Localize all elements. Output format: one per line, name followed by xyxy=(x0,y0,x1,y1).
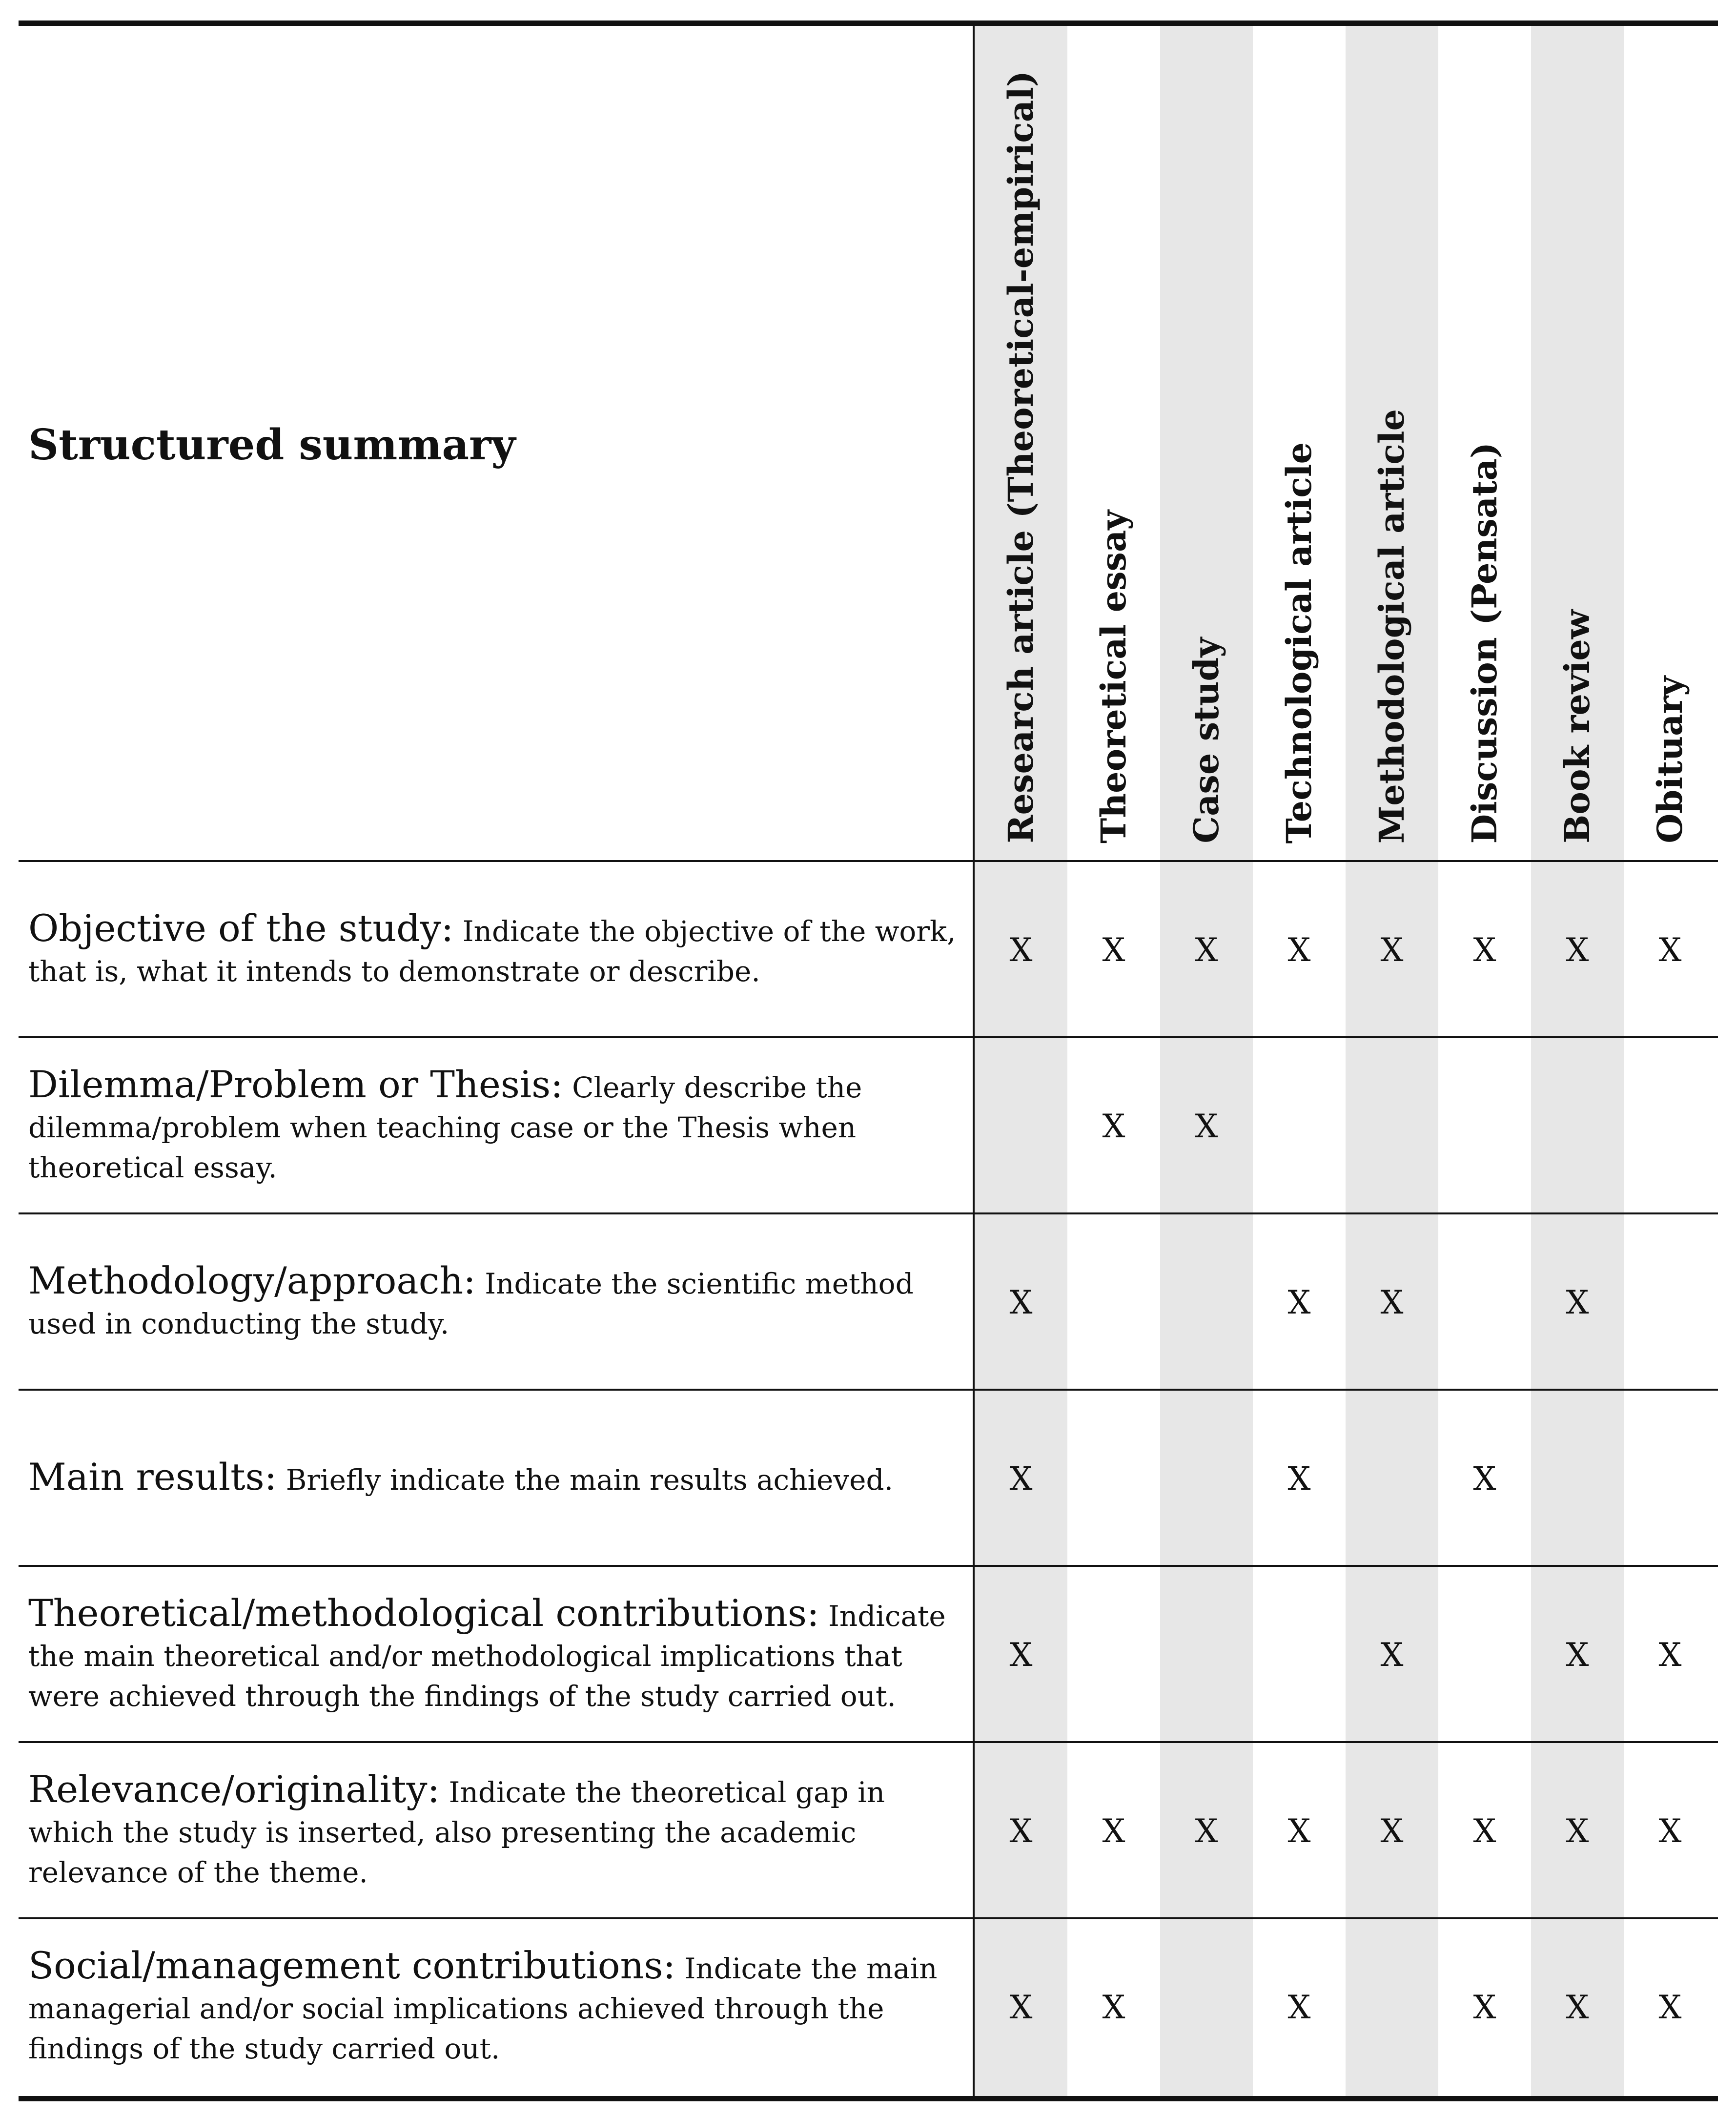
check-mark: X xyxy=(1380,1812,1404,1850)
check-mark: X xyxy=(1380,1283,1404,1321)
check-mark xyxy=(1160,1391,1253,1566)
check-mark: X xyxy=(1102,1107,1125,1145)
row-label: Main results: xyxy=(28,1455,277,1499)
column-header-label: Case study xyxy=(1186,637,1226,843)
check-mark xyxy=(1253,1038,1346,1214)
check-mark: X xyxy=(1473,931,1496,969)
row-description-cell xyxy=(28,1743,968,1919)
check-mark: X xyxy=(1009,931,1033,969)
check-mark: X xyxy=(1473,1459,1496,1498)
check-mark xyxy=(1160,1567,1253,1743)
check-mark: X xyxy=(1566,1988,1589,2026)
row-description: Indicate the theoretical gap in which the study is inserted, also presenting the academic relevance of the theme. xyxy=(28,1776,885,1889)
check-mark xyxy=(1160,1919,1253,2095)
row-description-cell xyxy=(28,1391,968,1566)
check-mark: X xyxy=(1658,931,1682,969)
column-header xyxy=(1160,14,1253,843)
row-text xyxy=(28,1457,893,1500)
row-label: Theoretical/methodological contributions: xyxy=(28,1591,819,1635)
check-mark: X xyxy=(1009,1636,1033,1674)
check-mark: X xyxy=(1658,1812,1682,1850)
column-header-label: Theoretical essay xyxy=(1093,510,1134,843)
column-header-label: Obituary xyxy=(1650,676,1690,843)
check-mark: X xyxy=(1009,1812,1033,1850)
column-header xyxy=(1531,14,1624,843)
row-text xyxy=(28,1946,968,2069)
row-description-cell xyxy=(28,1038,968,1214)
column-header-label: Technological article xyxy=(1279,442,1319,843)
row-text xyxy=(28,1769,968,1892)
check-mark: X xyxy=(1102,1988,1125,2026)
check-mark: X xyxy=(1287,1283,1311,1321)
row-text xyxy=(28,908,968,991)
row-text xyxy=(28,1261,968,1344)
row-description: Briefly indicate the main results achieved. xyxy=(277,1463,894,1497)
check-mark: X xyxy=(1566,1283,1589,1321)
check-mark: X xyxy=(1287,1988,1311,2026)
row-label: Dilemma/Problem or Thesis: xyxy=(28,1063,563,1106)
row-description: Clearly describe the dilemma/problem when teaching case or the Thesis when theoretical essay. xyxy=(28,1071,862,1184)
check-mark: X xyxy=(1009,1283,1033,1321)
column-header-label: Book review xyxy=(1557,610,1597,843)
check-mark: X xyxy=(1009,1459,1033,1498)
check-mark xyxy=(1438,1567,1531,1743)
check-mark: X xyxy=(1195,931,1218,969)
row-description-cell xyxy=(28,1214,968,1390)
column-header xyxy=(1346,14,1438,843)
check-mark: X xyxy=(1195,1107,1218,1145)
row-description-cell xyxy=(28,862,968,1038)
check-mark xyxy=(975,1038,1067,1214)
check-mark: X xyxy=(1287,1812,1311,1850)
check-mark: X xyxy=(1566,1636,1589,1674)
check-mark xyxy=(1067,1567,1160,1743)
check-mark: X xyxy=(1195,1812,1218,1850)
column-header xyxy=(1253,14,1346,843)
row-label: Social/management contributions: xyxy=(28,1944,676,1987)
row-label: Methodology/approach: xyxy=(28,1259,476,1302)
row-label: Relevance/originality: xyxy=(28,1767,440,1811)
row-description: Indicate the scientific method used in conducting the study. xyxy=(28,1267,914,1340)
column-header xyxy=(975,14,1067,843)
row-text xyxy=(28,1065,968,1188)
check-mark: X xyxy=(1473,1812,1496,1850)
check-mark: X xyxy=(1287,1459,1311,1498)
column-header xyxy=(1624,14,1716,843)
check-mark xyxy=(1624,1214,1716,1390)
check-mark: X xyxy=(1380,931,1404,969)
check-mark xyxy=(1346,1038,1438,1214)
table-bottom-rule xyxy=(19,2096,1718,2101)
row-description: Indicate the main theoretical and/or methodological implications that were achieved through the findings of the study carried out. xyxy=(28,1600,946,1713)
row-description-cell xyxy=(28,1919,968,2095)
check-mark: X xyxy=(1009,1988,1033,2026)
check-mark xyxy=(1438,1214,1531,1390)
column-header xyxy=(1067,14,1160,843)
check-mark xyxy=(1253,1567,1346,1743)
check-mark xyxy=(1067,1214,1160,1390)
column-header xyxy=(1438,14,1531,843)
column-header-label: Methodological article xyxy=(1371,409,1412,843)
row-description-cell xyxy=(28,1567,968,1743)
column-header-label: Discussion (Pensata) xyxy=(1464,442,1505,843)
check-mark xyxy=(1531,1391,1624,1566)
check-mark: X xyxy=(1380,1636,1404,1674)
check-mark: X xyxy=(1658,1988,1682,2026)
summary-header: Structured summary xyxy=(28,420,516,470)
column-header-label: Research article (Theoretical-empirical) xyxy=(1001,71,1041,843)
check-mark: X xyxy=(1658,1636,1682,1674)
row-label: Objective of the study: xyxy=(28,906,454,950)
row-description: Indicate the objective of the work, that is, what it intends to demonstrate or describe. xyxy=(28,915,956,988)
check-mark xyxy=(1624,1391,1716,1566)
check-mark xyxy=(1531,1038,1624,1214)
check-mark xyxy=(1160,1214,1253,1390)
check-mark: X xyxy=(1566,931,1589,969)
check-mark: X xyxy=(1566,1812,1589,1850)
check-mark: X xyxy=(1473,1988,1496,2026)
check-mark xyxy=(1438,1038,1531,1214)
check-mark: X xyxy=(1102,1812,1125,1850)
check-mark xyxy=(1624,1038,1716,1214)
check-mark xyxy=(1067,1391,1160,1566)
check-mark: X xyxy=(1102,931,1125,969)
row-description: Indicate the main managerial and/or social implications achieved through the findings of the study carried out. xyxy=(28,1952,938,2065)
check-mark: X xyxy=(1287,931,1311,969)
row-text xyxy=(28,1593,968,1716)
check-mark xyxy=(1346,1919,1438,2095)
check-mark xyxy=(1346,1391,1438,1566)
